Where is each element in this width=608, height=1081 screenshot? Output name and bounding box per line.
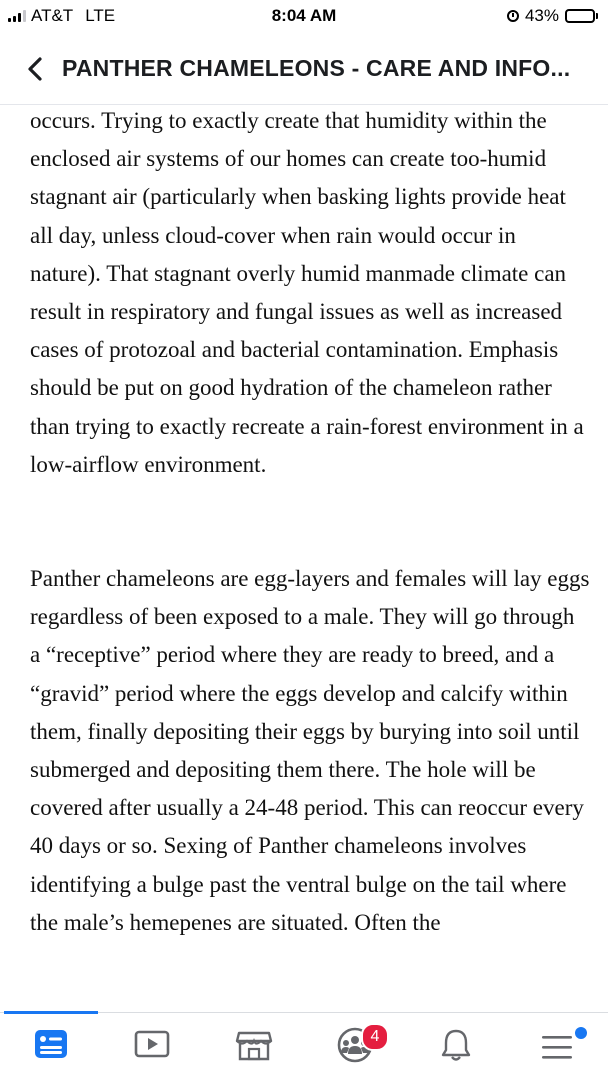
carrier-label: AT&T [31, 6, 74, 25]
menu-notification-dot [575, 1027, 587, 1039]
tab-groups[interactable] [305, 1013, 405, 1081]
battery-percent: 43% [524, 6, 559, 25]
page-title: PANTHER CHAMELEONS - CARE AND INFO... [62, 55, 571, 81]
tab-notifications[interactable] [406, 1013, 506, 1081]
status-time: 8:04 AM [271, 6, 337, 25]
chevron-left-icon[interactable] [22, 54, 48, 84]
tab-menu[interactable] [507, 1013, 607, 1081]
hamburger-menu-icon [540, 1033, 574, 1063]
marketplace-store-icon [235, 1029, 273, 1061]
battery-icon [565, 9, 595, 23]
battery-tip [596, 13, 598, 19]
paragraph-gap [30, 484, 590, 560]
tab-watch[interactable] [102, 1013, 202, 1081]
bottom-tab-bar [0, 1012, 608, 1081]
network-label: LTE [85, 6, 116, 25]
groups-badge: 4 [361, 1023, 389, 1051]
alarm-icon [507, 10, 519, 22]
tab-marketplace[interactable] [204, 1013, 304, 1081]
news-feed-icon [34, 1029, 68, 1059]
status-right [507, 6, 598, 26]
nav-header [0, 40, 608, 105]
article-paragraph: occurs. Trying to exactly create that humidity within the enclosed air systems of our homes can create too-humid stagnant air (particularly when basking lights provide heat all day, unless cloud-cover when rain would occur in nature). That stagnant overly humid manmade climate can result in respiratory and fungal issues as well as increased cases of protozoal and bacterial contamination. Emphasis should be put on good hydration of the chameleon rather than trying to exactly recreate a rain-forest environment in a low-airflow environment. [30, 108, 584, 477]
article-body [30, 102, 590, 1010]
tab-news-feed[interactable] [1, 1013, 101, 1081]
bell-icon [440, 1028, 472, 1062]
video-play-icon [134, 1029, 170, 1059]
status-bar [0, 0, 608, 34]
article-paragraph: Panther chameleons are egg-layers and females will lay eggs regardless of been exposed to a male. They will go through a “receptive” period where they are ready to breed, and a “gravid” period where the eggs develop and calcify within them, finally depositing their eggs by burying into soil until submerged and depositing them there. The hole will be covered after usually a 24-48 period. This can reoccur every 40 days or so. Sexing of Panther chameleons involves identifying a bulge past the ventral bulge on the tail where the male’s hemepenes are situated. Often the [30, 566, 590, 935]
